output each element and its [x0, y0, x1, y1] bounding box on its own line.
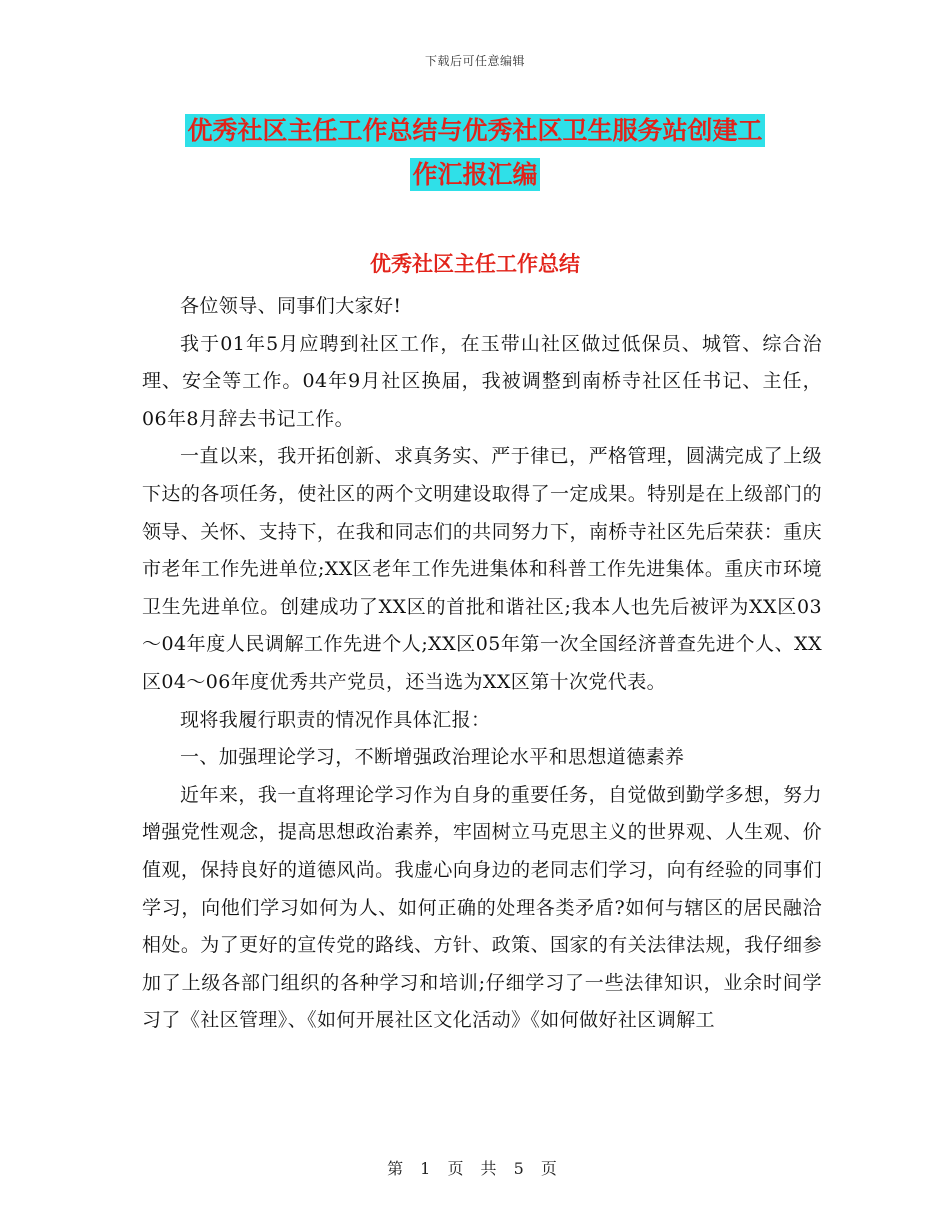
page-header-note: 下载后可任意编辑 [424, 54, 525, 68]
section-title: 优秀社区主任工作总结 [370, 251, 580, 276]
document-title-line-1 [0, 114, 950, 148]
page-number-footer: 第 1 页 共 5 页 [387, 1159, 563, 1178]
document-title-line-2 [0, 158, 950, 192]
paragraph-work-history: 我于01年5月应聘到社区工作，在玉带山社区做过低保员、城管、综合治理、安全等工作。04年9月社区换届，我被调整到南桥寺社区任书记、主任，06年8月辞去书记工作。 [142, 332, 822, 430]
paragraph-heading-one: 一、加强理论学习，不断增强政治理论水平和思想道德素养 [180, 746, 685, 769]
document-body [142, 288, 822, 1040]
paragraph-achievements: 一直以来，我开拓创新、求真务实、严于律已，严格管理，圆满完成了上级下达的各项任务，使社区的两个文明建设取得了一定成果。特别是在上级部门的领导、关怀、支持下，在我和同志们的共同努力下，南桥寺社区先后荣获：重庆市老年工作先进单位;XX区老年工作先进集体和科普工作先进集体。重庆市环境卫生先进单位。创建成功了XX区的首批和谐社区;我本人也先后被评为XX区03～04年度人民调解工作先进个人;XX区05年第一次全国经济普查先进个人、XX区04～06年度优秀共产党员，还当选为XX区第十次党代表。 [142, 445, 822, 693]
document-title-text-2: 作汇报汇编 [412, 160, 538, 189]
paragraph-theory-study: 近年来，我一直将理论学习作为自身的重要任务，自觉做到勤学多想，努力增强党性观念，提高思想政治素养，牢固树立马克思主义的世界观、人生观、价值观，保持良好的道德风尚。我虚心向身边的老同志们学习，向有经验的同事们学习，向他们学习如何为人、如何正确的处理各类矛盾?如何与辖区的居民融洽相处。为了更好的宣传党的路线、方针、政策、国家的有关法律法规，我仔细参加了上级各部门组织的各种学习和培训;仔细学习了一些法律知识，业余时间学习了《社区管理》、《如何开展社区文化活动》《如何做好社区调解工 [142, 783, 822, 1032]
paragraph-greeting: 各位领导、同事们大家好! [180, 295, 402, 317]
paragraph-report-intro: 现将我履行职责的情况作具体汇报： [180, 708, 491, 731]
document-title-text-1: 优秀社区主任工作总结与优秀社区卫生服务站创建工 [187, 116, 763, 145]
